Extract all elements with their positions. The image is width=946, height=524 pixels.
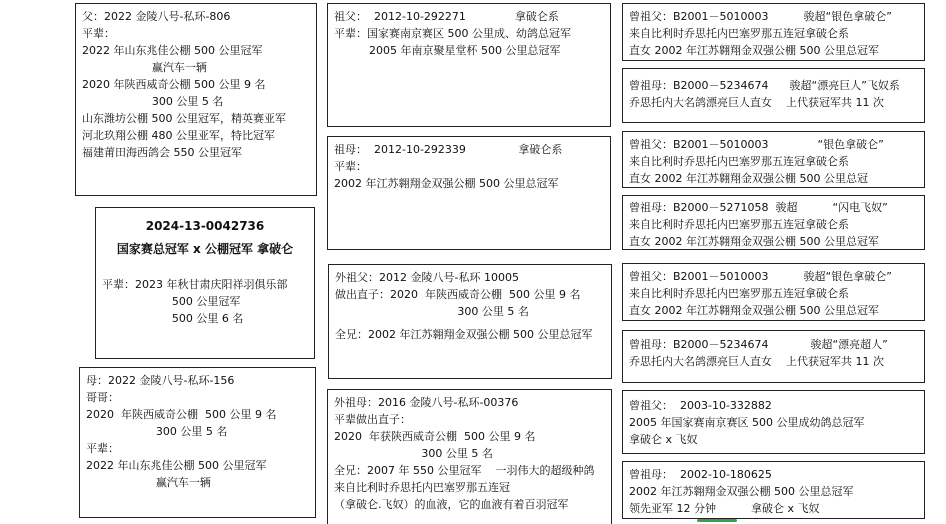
maternal-granddam-card [327,389,612,524]
great-grandparent-line: 来自比利时乔思托内巴塞罗那五连冠拿破仑系 [629,218,849,231]
grandparent-line: 平辈： [334,160,367,173]
subject-title: 国家赛总冠军 x 公棚冠军 拿破仑 [116,242,294,256]
great-grandparent-card [622,263,925,321]
maternal-grandsire-card [328,264,612,379]
subject-line: 500 公里 6 名 [102,312,244,325]
great-grandparent-card [622,195,925,250]
dam-line: 哥哥： [86,391,119,404]
great-grandparent-line: 曾祖父： 2003-10-332882 [629,399,772,412]
great-grandparent-line: 2002 年江苏翱翔金双强公棚 500 公里总冠军 [629,485,854,498]
subject-card [95,207,315,359]
subject-ring-number: 2024-13-0042736 [145,219,265,233]
sire-line: 赢汽车一辆 [82,61,207,74]
grandparent-line: 祖母： 2012-10-292339 拿破仑系 [334,143,563,156]
great-grandparent-card [622,390,925,454]
sire-line: 山东潍坊公棚 500 公里冠军，精英赛亚军 [82,112,286,125]
grandparent-line: 2020 年获陕西威奇公棚 500 公里 9 名 [334,430,536,443]
great-grandparent-line: 2005 年国家赛南京赛区 500 公里成幼鸽总冠军 [629,416,865,429]
paternal-granddam-card [327,136,611,250]
grandparent-line: 全兄：2002 年江苏翱翔金双强公棚 500 公里总冠军 [335,328,593,341]
paternal-grandsire-card [327,3,611,127]
great-grandparent-line: 曾祖父：B2001－5010003 “银色拿破仑” [629,138,884,151]
grandparent-line: 做出直子：2020 年陕西威奇公棚 500 公里 9 名 [335,288,581,301]
sire-line: 父：2022 金陵八号-私环-806 [82,10,231,23]
grandparent-line: 300 公里 5 名 [334,447,493,460]
grandparent-line: 平辈做出直子： [334,413,411,426]
sire-line: 福建莆田海西鸽会 550 公里冠军 [82,146,242,159]
great-grandparent-line: 曾祖母：B2000－5234674 骏超“漂亮巨人”飞奴系 [629,79,900,92]
sire-line: 2022 年山东兆佳公棚 500 公里冠军 [82,44,263,57]
grandparent-line: 来自比利时乔思托内巴塞罗那五连冠 [334,481,510,494]
dam-line: 母：2022 金陵八号-私环-156 [86,374,235,387]
grandparent-line: 平辈：国家赛南京赛区 500 公里成、幼鸽总冠军 [334,27,571,40]
great-grandparent-line: 领先亚军 12 分钟 拿破仑 x 飞奴 [629,502,820,515]
sire-line: 2020 年陕西威奇公棚 500 公里 9 名 [82,78,266,91]
grandparent-line: 祖父： 2012-10-292271 拿破仑系 [334,10,559,23]
subject-line: 500 公里冠军 [102,295,241,308]
sire-card [75,3,317,196]
grandparent-line: 外祖母：2016 金陵八号-私环-00376 [334,396,519,409]
grandparent-line: 全兄：2007 年 550 公里冠军 一羽伟大的超级种鸽 [334,464,595,477]
dam-line: 2022 年山东兆佳公棚 500 公里冠军 [86,459,267,472]
great-grandparent-card [622,461,925,519]
great-grandparent-line: 来自比利时乔思托内巴塞罗那五连冠拿破仑系 [629,155,849,168]
great-grandparent-line: 曾祖父：B2001－5010003 骏超“银色拿破仑” [629,10,892,23]
grandparent-line: 2005 年南京聚星堂杯 500 公里总冠军 [334,44,561,57]
green-edge-mark [697,519,737,522]
grandparent-line: 外祖父：2012 金陵八号-私环 10005 [335,271,519,284]
great-grandparent-line: 来自比利时乔思托内巴塞罗那五连冠拿破仑系 [629,27,849,40]
great-grandparent-line: 直女 2002 年江苏翱翔金双强公棚 500 公里总冠军 [629,44,879,57]
sire-line: 河北玖翔公棚 480 公里亚军，特比冠军 [82,129,275,142]
great-grandparent-line: 直女 2002 年江苏翱翔金双强公棚 500 公里总冠 [629,172,868,185]
great-grandparent-line: 曾祖父：B2001－5010003 骏超“银色拿破仑” [629,270,892,283]
great-grandparent-line: 曾祖母：B2000－5271058 骏超 “闪电飞奴” [629,201,888,214]
dam-line: 赢汽车一辆 [86,476,211,489]
great-grandparent-line: 曾祖母： 2002-10-180625 [629,468,772,481]
great-grandparent-card [622,131,925,188]
grandparent-line: 2002 年江苏翱翔金双强公棚 500 公里总冠军 [334,177,559,190]
great-grandparent-line: 拿破仑 x 飞奴 [629,433,698,446]
great-grandparent-line: 乔思托内大名鸽漂亮巨人直女 上代获冠军共 11 次 [629,96,884,109]
great-grandparent-card [622,68,925,123]
grandparent-line: （拿破仑.飞奴）的血液，它的血液有着百羽冠军 [334,498,569,511]
great-grandparent-line: 来自比利时乔思托内巴塞罗那五连冠拿破仑系 [629,287,849,300]
great-grandparent-line: 曾祖母：B2000－5234674 骏超“漂亮超人” [629,338,888,351]
great-grandparent-line: 直女 2002 年江苏翱翔金双强公棚 500 公里总冠军 [629,304,879,317]
dam-line: 2020 年陕西威奇公棚 500 公里 9 名 [86,408,277,421]
great-grandparent-card [622,330,925,383]
sire-line: 300 公里 5 名 [82,95,224,108]
great-grandparent-line: 乔思托内大名鸽漂亮巨人直女 上代获冠军共 11 次 [629,355,884,368]
grandparent-line: 300 公里 5 名 [335,305,529,318]
great-grandparent-line: 直女 2002 年江苏翱翔金双强公棚 500 公里总冠军 [629,235,879,248]
dam-line: 平辈： [86,442,119,455]
dam-line: 300 公里 5 名 [86,425,228,438]
dam-card [79,367,316,518]
great-grandparent-card [622,3,925,61]
sire-line: 平辈： [82,27,115,40]
subject-line: 平辈：2023 年秋甘肃庆阳祥羽俱乐部 [102,278,288,291]
